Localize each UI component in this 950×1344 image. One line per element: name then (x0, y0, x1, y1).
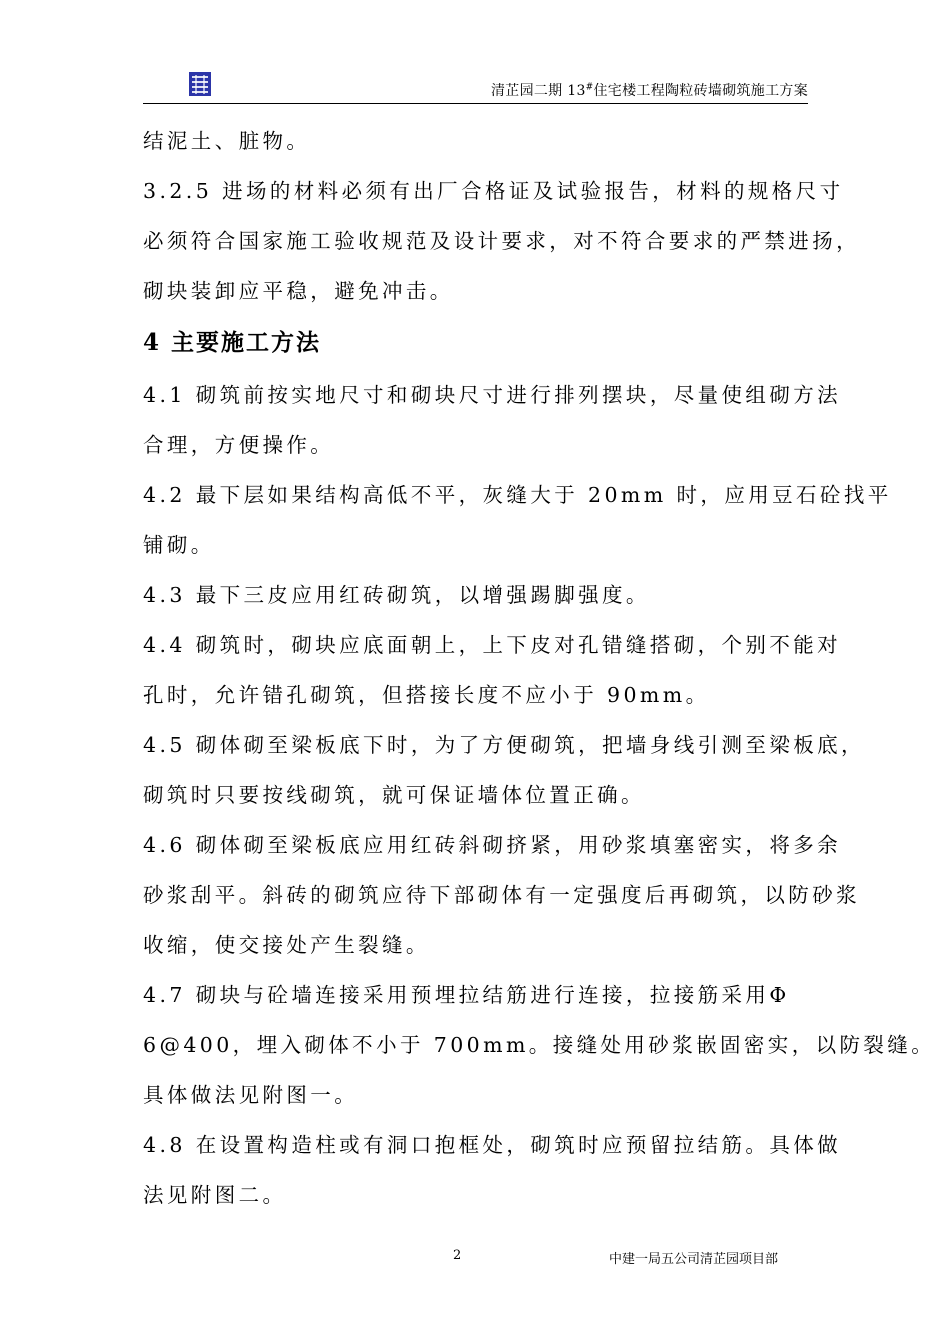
paragraph-line: 4.8 在设置构造柱或有洞口抱框处，砌筑时应预留拉结筋。具体做 (143, 1133, 842, 1157)
paragraph-line: 结泥土、脏物。 (143, 129, 311, 153)
paragraph-line: 4.1 砌筑前按实地尺寸和砌块尺寸进行排列摆块，尽量使组砌方法 (143, 383, 842, 407)
paragraph-line: 具体做法见附图一。 (143, 1083, 359, 1107)
paragraph-line: 砌块装卸应平稳，避免冲击。 (143, 279, 454, 303)
page-header-title: 清芷园二期 13#住宅楼工程陶粒砖墙砌筑施工方案 (490, 82, 808, 99)
paragraph-line: 砌筑时只要按线砌筑，就可保证墙体位置正确。 (143, 783, 645, 807)
paragraph-line: 3.2.5 进场的材料必须有出厂合格证及试验报告，材料的规格尺寸 (143, 179, 844, 203)
company-logo (189, 72, 211, 96)
paragraph-line: 必须符合国家施工验收规范及设计要求，对不符合要求的严禁进扬， (143, 229, 860, 253)
paragraph-line: 4.4 砌筑时，砌块应底面朝上，上下皮对孔错缝搭砌，个别不能对 (143, 633, 842, 657)
paragraph-line: 孔时，允许错孔砌筑，但搭接长度不应小于 90mm。 (143, 683, 710, 707)
page-number: 2 (453, 1248, 462, 1263)
footer-organization: 中建一局五公司清芷园项目部 (609, 1252, 779, 1267)
paragraph-line: 收缩，使交接处产生裂缝。 (143, 933, 430, 957)
paragraph-line: 法见附图二。 (143, 1183, 287, 1207)
header-divider (143, 103, 808, 104)
paragraph-line: 铺砌。 (143, 533, 215, 557)
paragraph-line: 4.6 砌体砌至梁板底应用红砖斜砌挤紧，用砂浆填塞密实，将多余 (143, 833, 842, 857)
section-heading: 4 主要施工方法 (143, 329, 322, 356)
paragraph-line: 砂浆刮平。斜砖的砌筑应待下部砌体有一定强度后再砌筑，以防砂浆 (143, 883, 860, 907)
paragraph-line: 4.2 最下层如果结构高低不平，灰缝大于 20mm 时，应用豆石砼找平 (143, 483, 892, 507)
paragraph-line: 4.7 砌块与砼墙连接采用预埋拉结筋进行连接，拉接筋采用Φ (143, 983, 790, 1007)
paragraph-line: 4.3 最下三皮应用红砖砌筑，以增强踢脚强度。 (143, 583, 650, 607)
paragraph-line: 4.5 砌体砌至梁板底下时，为了方便砌筑，把墙身线引测至梁板底， (143, 733, 865, 757)
paragraph-line: 6@400，埋入砌体不小于 700mm。接缝处用砂浆嵌固密实，以防裂缝。 (143, 1033, 936, 1057)
paragraph-line: 合理，方便操作。 (143, 433, 335, 457)
document-body (143, 116, 936, 1220)
